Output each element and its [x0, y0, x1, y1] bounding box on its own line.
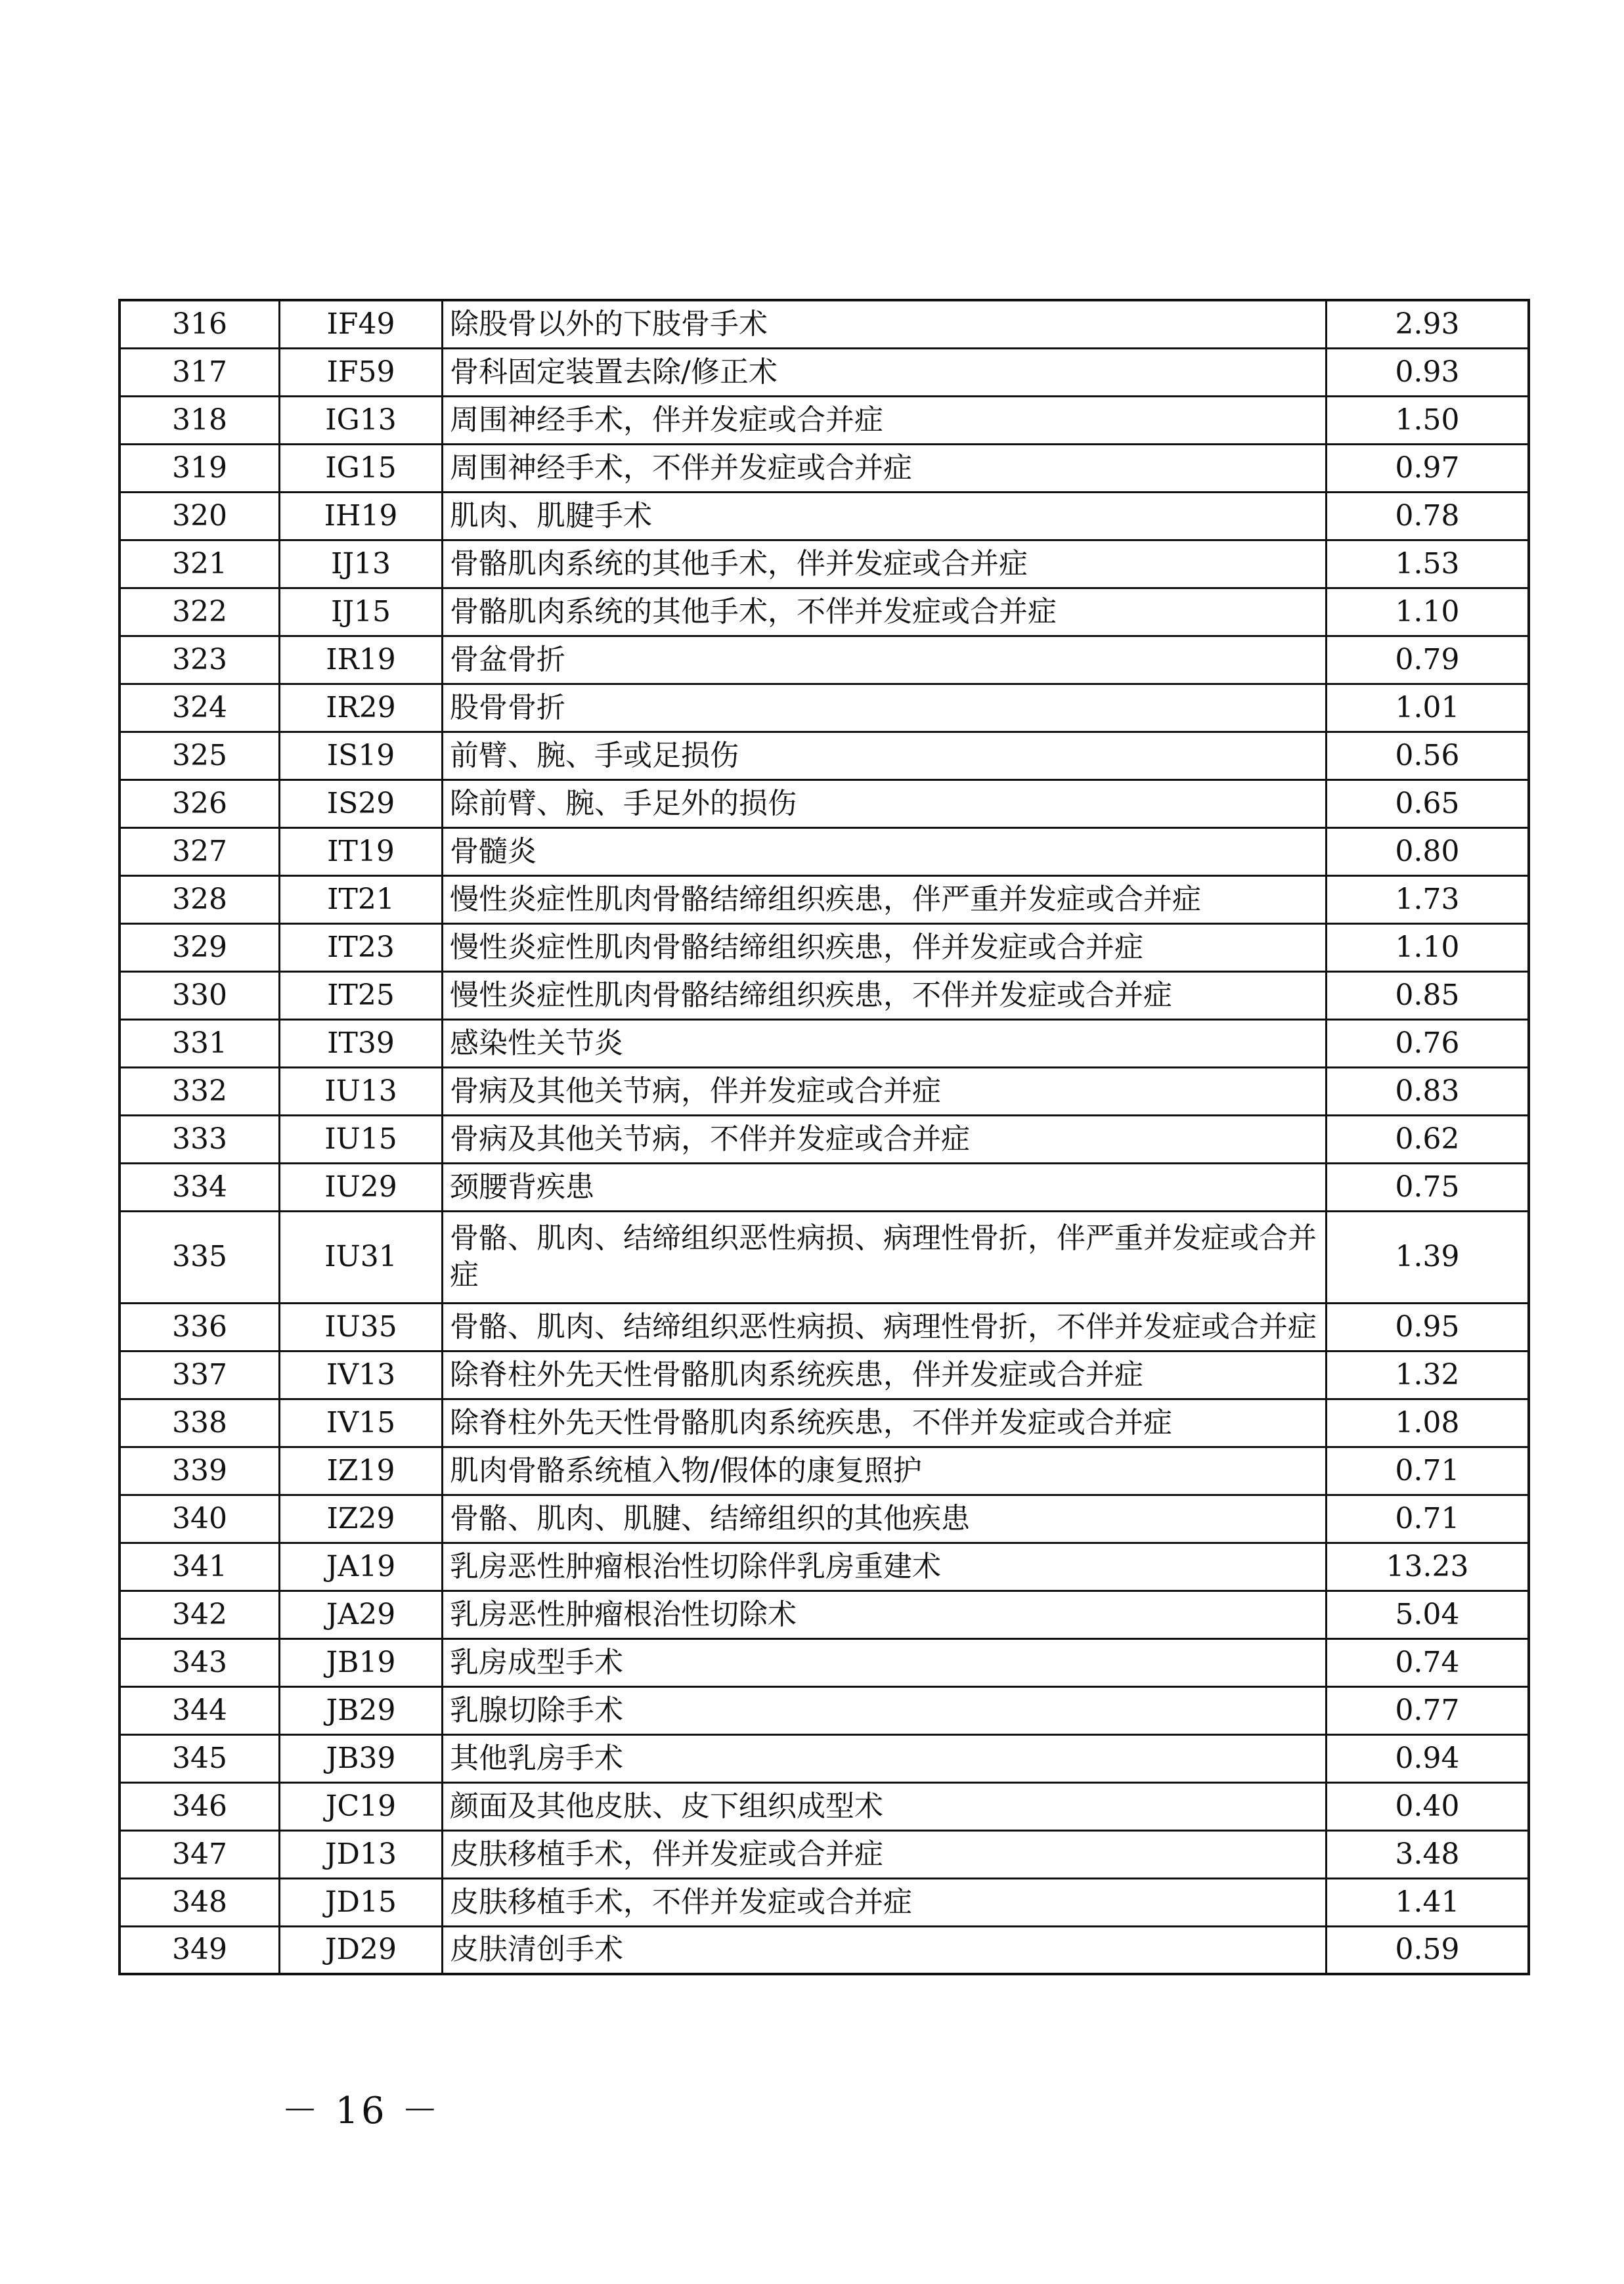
table-row — [120, 1782, 1529, 1830]
row-code: IG15 — [280, 444, 443, 492]
row-name: 骨病及其他关节病，伴并发症或合并症 — [443, 1067, 1327, 1115]
row-code: IZ19 — [280, 1447, 443, 1495]
row-weight: 0.94 — [1327, 1734, 1529, 1782]
table-row — [120, 780, 1529, 827]
row-weight: 0.40 — [1327, 1782, 1529, 1830]
row-weight: 1.39 — [1327, 1211, 1529, 1303]
row-name: 除脊柱外先天性骨骼肌肉系统疾患，伴并发症或合并症 — [443, 1351, 1327, 1399]
row-weight: 0.97 — [1327, 444, 1529, 492]
row-number: 319 — [120, 444, 280, 492]
table-row — [120, 1830, 1529, 1878]
table-row — [120, 1163, 1529, 1211]
row-name: 乳房成型手术 — [443, 1638, 1327, 1686]
row-code: IR19 — [280, 636, 443, 684]
table-row — [120, 684, 1529, 732]
table-row — [120, 827, 1529, 875]
row-weight: 0.65 — [1327, 780, 1529, 827]
row-code: IT25 — [280, 971, 443, 1019]
row-number: 347 — [120, 1830, 280, 1878]
row-weight: 1.53 — [1327, 540, 1529, 588]
table-row — [120, 300, 1529, 348]
row-number: 322 — [120, 588, 280, 636]
row-name: 骨髓炎 — [443, 827, 1327, 875]
table-row — [120, 1686, 1529, 1734]
page-number: － 16 － — [281, 2090, 441, 2132]
row-number: 320 — [120, 492, 280, 540]
row-code: JD15 — [280, 1878, 443, 1926]
row-code: IJ13 — [280, 540, 443, 588]
row-weight: 3.48 — [1327, 1830, 1529, 1878]
row-number: 333 — [120, 1115, 280, 1163]
table-row — [120, 1211, 1529, 1303]
row-code: IT21 — [280, 875, 443, 923]
table-row — [120, 1543, 1529, 1591]
row-code: IV15 — [280, 1399, 443, 1447]
row-name: 骨病及其他关节病，不伴并发症或合并症 — [443, 1115, 1327, 1163]
row-weight: 0.83 — [1327, 1067, 1529, 1115]
row-name: 骨科固定装置去除/修正术 — [443, 348, 1327, 396]
table-row — [120, 971, 1529, 1019]
row-weight: 2.93 — [1327, 300, 1529, 348]
row-number: 323 — [120, 636, 280, 684]
row-code: JA29 — [280, 1591, 443, 1638]
row-name: 周围神经手术，伴并发症或合并症 — [443, 396, 1327, 444]
row-name: 颈腰背疾患 — [443, 1163, 1327, 1211]
row-name: 慢性炎症性肌肉骨骼结缔组织疾患，伴严重并发症或合并症 — [443, 875, 1327, 923]
table-row — [120, 1734, 1529, 1782]
table-row — [120, 732, 1529, 780]
row-code: IT19 — [280, 827, 443, 875]
row-name: 肌肉、肌腱手术 — [443, 492, 1327, 540]
row-name: 皮肤清创手术 — [443, 1926, 1327, 1974]
row-weight: 0.80 — [1327, 827, 1529, 875]
row-number: 321 — [120, 540, 280, 588]
row-number: 318 — [120, 396, 280, 444]
row-code: JA19 — [280, 1543, 443, 1591]
row-weight: 5.04 — [1327, 1591, 1529, 1638]
row-code: IS19 — [280, 732, 443, 780]
table-row — [120, 636, 1529, 684]
row-number: 338 — [120, 1399, 280, 1447]
row-weight: 0.79 — [1327, 636, 1529, 684]
row-code: IT39 — [280, 1019, 443, 1067]
table-row — [120, 1591, 1529, 1638]
table-row — [120, 1067, 1529, 1115]
row-code: JB39 — [280, 1734, 443, 1782]
row-number: 329 — [120, 923, 280, 971]
row-weight: 0.62 — [1327, 1115, 1529, 1163]
row-weight: 0.74 — [1327, 1638, 1529, 1686]
row-weight: 1.41 — [1327, 1878, 1529, 1926]
row-name: 骨骼、肌肉、肌腱、结缔组织的其他疾患 — [443, 1495, 1327, 1543]
table-row — [120, 588, 1529, 636]
row-code: IT23 — [280, 923, 443, 971]
row-number: 342 — [120, 1591, 280, 1638]
row-name: 乳腺切除手术 — [443, 1686, 1327, 1734]
row-number: 316 — [120, 300, 280, 348]
row-weight: 0.59 — [1327, 1926, 1529, 1974]
table-row — [120, 1926, 1529, 1974]
row-code: IU13 — [280, 1067, 443, 1115]
row-weight: 0.95 — [1327, 1303, 1529, 1351]
row-weight: 0.75 — [1327, 1163, 1529, 1211]
row-number: 340 — [120, 1495, 280, 1543]
row-number: 334 — [120, 1163, 280, 1211]
row-name: 慢性炎症性肌肉骨骼结缔组织疾患，不伴并发症或合并症 — [443, 971, 1327, 1019]
row-code: IV13 — [280, 1351, 443, 1399]
table-row — [120, 1399, 1529, 1447]
row-name: 股骨骨折 — [443, 684, 1327, 732]
table-row — [120, 1495, 1529, 1543]
row-number: 337 — [120, 1351, 280, 1399]
row-name: 除脊柱外先天性骨骼肌肉系统疾患，不伴并发症或合并症 — [443, 1399, 1327, 1447]
table-row — [120, 492, 1529, 540]
row-name: 前臂、腕、手或足损伤 — [443, 732, 1327, 780]
row-weight: 13.23 — [1327, 1543, 1529, 1591]
row-name: 肌肉骨骼系统植入物/假体的康复照护 — [443, 1447, 1327, 1495]
row-number: 339 — [120, 1447, 280, 1495]
row-weight: 0.93 — [1327, 348, 1529, 396]
row-name: 慢性炎症性肌肉骨骼结缔组织疾患，伴并发症或合并症 — [443, 923, 1327, 971]
row-code: IF49 — [280, 300, 443, 348]
table-row — [120, 540, 1529, 588]
row-name: 感染性关节炎 — [443, 1019, 1327, 1067]
row-weight: 1.50 — [1327, 396, 1529, 444]
row-number: 345 — [120, 1734, 280, 1782]
row-weight: 1.08 — [1327, 1399, 1529, 1447]
row-number: 349 — [120, 1926, 280, 1974]
row-weight: 1.73 — [1327, 875, 1529, 923]
table-row — [120, 1878, 1529, 1926]
row-name: 皮肤移植手术，不伴并发症或合并症 — [443, 1878, 1327, 1926]
table-row — [120, 1638, 1529, 1686]
row-name: 除前臂、腕、手足外的损伤 — [443, 780, 1327, 827]
row-number: 326 — [120, 780, 280, 827]
row-code: JC19 — [280, 1782, 443, 1830]
row-weight: 0.71 — [1327, 1495, 1529, 1543]
drg-weight-table — [118, 299, 1530, 1975]
row-number: 324 — [120, 684, 280, 732]
row-code: IU35 — [280, 1303, 443, 1351]
row-number: 341 — [120, 1543, 280, 1591]
drg-weight-table-container — [118, 299, 1530, 1975]
row-code: JB19 — [280, 1638, 443, 1686]
row-name: 颜面及其他皮肤、皮下组织成型术 — [443, 1782, 1327, 1830]
row-number: 343 — [120, 1638, 280, 1686]
row-weight: 1.01 — [1327, 684, 1529, 732]
table-row — [120, 1351, 1529, 1399]
row-name: 周围神经手术，不伴并发症或合并症 — [443, 444, 1327, 492]
row-code: JD29 — [280, 1926, 443, 1974]
row-weight: 0.56 — [1327, 732, 1529, 780]
row-code: IU31 — [280, 1211, 443, 1303]
row-number: 328 — [120, 875, 280, 923]
table-row — [120, 1019, 1529, 1067]
row-number: 317 — [120, 348, 280, 396]
table-row — [120, 348, 1529, 396]
table-row — [120, 1303, 1529, 1351]
table-row — [120, 875, 1529, 923]
row-weight: 0.76 — [1327, 1019, 1529, 1067]
row-code: IZ29 — [280, 1495, 443, 1543]
row-name: 除股骨以外的下肢骨手术 — [443, 300, 1327, 348]
row-code: IF59 — [280, 348, 443, 396]
row-weight: 1.10 — [1327, 923, 1529, 971]
row-code: JD13 — [280, 1830, 443, 1878]
row-name: 其他乳房手术 — [443, 1734, 1327, 1782]
row-weight: 0.85 — [1327, 971, 1529, 1019]
row-name: 骨盆骨折 — [443, 636, 1327, 684]
row-code: IS29 — [280, 780, 443, 827]
row-number: 331 — [120, 1019, 280, 1067]
row-name: 骨骼、肌肉、结缔组织恶性病损、病理性骨折，伴严重并发症或合并症 — [443, 1211, 1327, 1303]
table-body — [120, 300, 1529, 1974]
row-name: 皮肤移植手术，伴并发症或合并症 — [443, 1830, 1327, 1878]
row-name: 乳房恶性肿瘤根治性切除术 — [443, 1591, 1327, 1638]
row-name: 骨骼肌肉系统的其他手术，伴并发症或合并症 — [443, 540, 1327, 588]
table-row — [120, 444, 1529, 492]
row-name: 骨骼肌肉系统的其他手术，不伴并发症或合并症 — [443, 588, 1327, 636]
row-number: 335 — [120, 1211, 280, 1303]
row-weight: 0.78 — [1327, 492, 1529, 540]
table-row — [120, 1447, 1529, 1495]
row-code: IJ15 — [280, 588, 443, 636]
table-row — [120, 923, 1529, 971]
row-number: 330 — [120, 971, 280, 1019]
row-number: 325 — [120, 732, 280, 780]
table-row — [120, 396, 1529, 444]
row-code: IU15 — [280, 1115, 443, 1163]
table-row — [120, 1115, 1529, 1163]
row-code: IU29 — [280, 1163, 443, 1211]
row-code: IR29 — [280, 684, 443, 732]
row-number: 346 — [120, 1782, 280, 1830]
row-weight: 1.10 — [1327, 588, 1529, 636]
row-weight: 0.77 — [1327, 1686, 1529, 1734]
row-number: 327 — [120, 827, 280, 875]
row-name: 乳房恶性肿瘤根治性切除伴乳房重建术 — [443, 1543, 1327, 1591]
row-number: 332 — [120, 1067, 280, 1115]
row-weight: 1.32 — [1327, 1351, 1529, 1399]
row-code: IG13 — [280, 396, 443, 444]
row-number: 336 — [120, 1303, 280, 1351]
row-code: JB29 — [280, 1686, 443, 1734]
row-name: 骨骼、肌肉、结缔组织恶性病损、病理性骨折，不伴并发症或合并症 — [443, 1303, 1327, 1351]
row-number: 344 — [120, 1686, 280, 1734]
row-code: IH19 — [280, 492, 443, 540]
row-weight: 0.71 — [1327, 1447, 1529, 1495]
row-number: 348 — [120, 1878, 280, 1926]
